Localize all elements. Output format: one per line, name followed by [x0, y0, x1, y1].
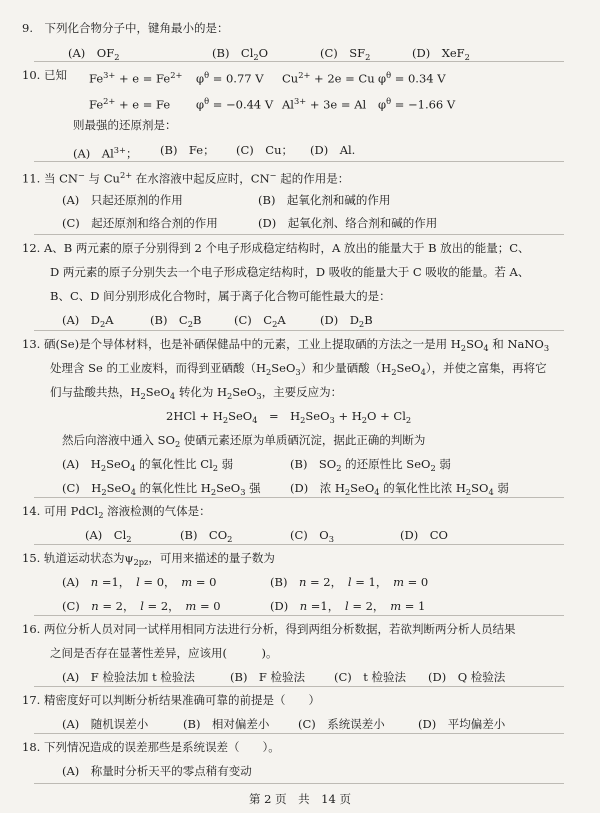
- q14-line-4: (D) CO: [400, 528, 448, 542]
- q13-line-2: 们与盐酸共热，$H_2SeO_4$ 转化为 $H_2SeO_3$，主要反应为：: [50, 385, 343, 401]
- q15-line-2: (B) n = 2， l = 1， m = 0: [270, 575, 429, 589]
- q10-line-0: 10. 已知: [22, 68, 67, 82]
- q12-line-0: 12. A、B 两元素的原子分别得到 2 个电子形成稳定结构时，A 放出的能量大于 B 放出的能量；C、: [22, 241, 530, 255]
- divider: [34, 161, 564, 162]
- q13-line-6: (B) $SO_2$ 的还原性比 SeO$_2$ 弱: [290, 457, 451, 473]
- q16-line-3: (B) F 检验法: [230, 670, 306, 684]
- q10-line-7: $Al^{3+} + 3e = Al$: [282, 96, 367, 112]
- q14-line-3: (C) $O_3$: [290, 528, 334, 544]
- q11-line-0: 11. 当 CN− 与 $Cu^{2+}$ 在水溶液中起反应时，CN− 起的作用是：: [22, 170, 350, 186]
- q9-line-2: (B) $Cl_2O$: [212, 46, 269, 62]
- divider: [34, 686, 564, 687]
- q11-line-4: (D) 起氧化剂、络合剂和碱的作用: [258, 216, 438, 230]
- q10-line-8: $\varphi^\theta = -1.66$ V: [378, 96, 456, 112]
- q10-line-5: $Fe^{2+} + e = Fe$: [89, 96, 171, 112]
- q10-line-11: (B) Fe；: [160, 143, 215, 157]
- q9-line-1: (A) $OF_2$: [68, 46, 120, 62]
- q15-line-4: (D) n =1， l = 2， m = 1: [270, 599, 426, 613]
- q12-line-1: D 两元素的原子分别失去一个电子形成稳定结构时，D 吸收的能量大于 C 吸收的能量。若 A、: [50, 265, 530, 279]
- q13-line-7: (C) $H_2SeO_4$ 的氧化性比 $H_2SeO_3$ 强: [62, 481, 261, 497]
- q13-line-0: 13. 硒(Se)是个导体材料，也是补硒保健品中的元素，工业上提取硒的方法之一是用 $H_2SO_4$ 和 NaNO$_3$: [22, 337, 550, 353]
- q11-line-2: (B) 起氧化剂和碱的作用: [258, 193, 391, 207]
- q10-line-1: $Fe^{3+} + e = Fe^{2+}$: [89, 70, 183, 86]
- divider: [34, 615, 564, 616]
- q13-line-5: (A) $H_2SeO_4$ 的氧化性比 $Cl_2$ 弱: [62, 457, 234, 473]
- q10-line-12: (C) Cu；: [236, 143, 293, 157]
- q12-line-3: (A) $D_2A$: [62, 313, 114, 329]
- q15-line-1: (A) n =1， l = 0， m = 0: [62, 575, 217, 589]
- q9-line-4: (D) XeF$_2$: [412, 46, 470, 62]
- q17-line-4: (D) 平均偏差小: [418, 717, 506, 731]
- q18-line-1: (A) 称量时分析天平的零点稍有变动: [62, 764, 252, 778]
- q14-line-2: (B) $CO_2$: [180, 528, 233, 544]
- q12-line-4: (B) $C_2B$: [150, 313, 202, 329]
- q17-line-3: (C) 系统误差小: [298, 717, 385, 731]
- divider: [34, 783, 564, 784]
- q9-line-0: 9. 下列化合物分子中，键角最小的是：: [22, 21, 229, 35]
- q9-line-3: (C) $SF_2$: [320, 46, 371, 62]
- page-footer: 第 2 页 共 14 页: [249, 792, 351, 806]
- q10-line-10: (A) $Al^{3+}$；: [73, 145, 138, 161]
- q11-line-1: (A) 只起还原剂的作用: [62, 193, 183, 207]
- q13-line-1: 处理含 Se 的工业废料，而得到亚硒酸$(H_2SeO_3)$和少量硒酸$(H_2SeO_4)$，并使之富集，再将它: [50, 361, 547, 377]
- q10-line-6: $\varphi^\theta = -0.44$ V: [196, 96, 274, 112]
- divider: [34, 234, 564, 235]
- q10-line-3: $Cu^{2+} + 2e = Cu$: [282, 70, 375, 86]
- q16-line-1: 之间是否存在显著性差异，应该用( )。: [50, 646, 278, 660]
- q10-line-2: $\varphi^\theta = 0.77$ V: [196, 70, 264, 86]
- q17-line-2: (B) 相对偏差小: [183, 717, 270, 731]
- q13-line-8: (D) 浓 $H_2SeO_4$ 的氧化性比浓 $H_2SO_4$ 弱: [290, 481, 509, 497]
- q16-line-2: (A) F 检验法加 t 检验法: [62, 670, 195, 684]
- q10-line-9: 则最强的还原剂是：: [73, 118, 177, 132]
- q12-line-5: (C) $C_2A$: [234, 313, 286, 329]
- q15-line-0: 15. 轨道运动状态为$\psi_{2pz}$，可用来描述的量子数为: [22, 551, 275, 567]
- q10-line-13: (D) Al.: [310, 143, 356, 157]
- q18-line-0: 18. 下列情况造成的误差那些是系统误差（ ）。: [22, 740, 280, 754]
- q13-line-3: $2HCl + H_2SeO_4$ = $H_2SeO_3 + H_2O + Cl_2$: [166, 409, 412, 425]
- q10-line-4: $\varphi^\theta = 0.34$ V: [378, 70, 446, 86]
- q12-line-6: (D) $D_2B$: [320, 313, 373, 329]
- divider: [34, 733, 564, 734]
- q16-line-5: (D) Q 检验法: [428, 670, 506, 684]
- q17-line-1: (A) 随机误差小: [62, 717, 149, 731]
- q16-line-4: (C) t 检验法: [334, 670, 407, 684]
- q14-line-0: 14. 可用 PdCl$_2$ 溶液检测的气体是：: [22, 504, 211, 520]
- q13-line-4: 然后向溶液中通入 $SO_2$ 使硒元素还原为单质硒沉淀，据此正确的判断为: [62, 433, 426, 449]
- q17-line-0: 17. 精密度好可以判断分析结果准确可靠的前提是（ ）: [22, 693, 320, 707]
- q15-line-3: (C) n = 2， l = 2， m = 0: [62, 599, 221, 613]
- q11-line-3: (C) 起还原剂和络合剂的作用: [62, 216, 218, 230]
- q12-line-2: B、C、D 间分别形成化合物时，属于离子化合物可能性最大的是：: [50, 289, 391, 303]
- q14-line-1: (A) $Cl_2$: [85, 528, 132, 544]
- q16-line-0: 16. 两位分析人员对同一试样用相同方法进行分析，得到两组分析数据，若欲判断两分析人员结果: [22, 622, 516, 636]
